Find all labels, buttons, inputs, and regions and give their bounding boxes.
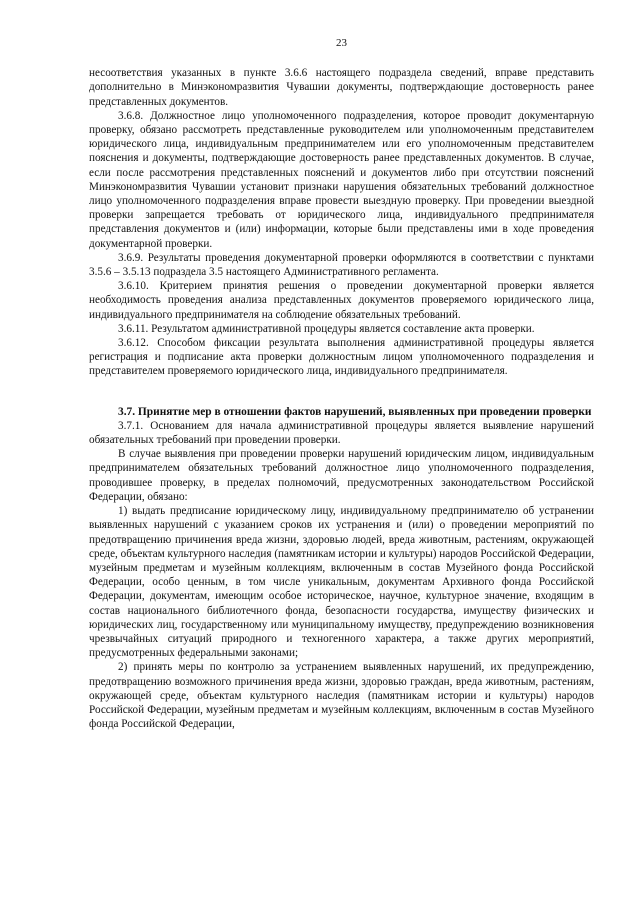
page-number: 23 [336,37,347,49]
paragraph-3-6-9: 3.6.9. Результаты проведения документарной проверки оформляются в соответствии с пунктами 3.5.6 – 3.5.13 подраздела 3.5 настоящего Административного регламента. [89,251,594,279]
paragraph-3-6-12: 3.6.12. Способом фиксации результата выполнения административной процедуры является регистрация и подписание акта проверки должностным лицом уполномоченного подразделения и представителем проверяемого юридического лица, индивидуального предпринимателя. [89,337,594,378]
section-heading-3-7: 3.7. Принятие мер в отношении фактов нарушений, выявленных при проведении проверки [118,405,592,418]
paragraph-3-6-11: 3.6.11. Результатом административной процедуры является составление акта проверки. [118,322,535,335]
paragraph-3-6-8: 3.6.8. Должностное лицо уполномоченного подразделения, которое проводит документарную проверку, обязано рассмотреть представленные руководителем или уполномоченным представителем юридического лица, индивидуальным предпринимателем или его уполномоченным представителем пояснения и документы, подтверждающие достоверность ранее представленных документов. В случае, если после рассмотрения представленных пояснений и документов либо при отсутствии пояснений Минэкономразвития Чувашии установит признаки нарушения обязательных требований должностное лицо уполномоченного подразделения вправе провести выездную проверку. При проведении выездной проверки запрещается требовать от юридического лица, индивидуального предпринимателя представления документов и (или) информации, которые были представлены ими в ходе проведения документарной проверки. [89,109,594,250]
section-spacer [89,379,594,405]
paragraph-3-6-10: 3.6.10. Критерием принятия решения о проведении документарной проверки является необходимость проведения анализа представленных документов проверяемого юридического лица, индивидуального предпринимателя на соблюдение обязательных требований. [89,280,594,321]
paragraph-violations-intro: В случае выявления при проведении проверки нарушений юридическим лицом, индивидуальным предпринимателем обязательных требований должностное лицо уполномоченного подразделения, проводившее проверку, в пределах полномочий, предусмотренных законодательством Российской Федерации, обязано: [89,448,594,503]
list-item-1: 1) выдать предписание юридическому лицу, индивидуальному предпринимателю об устранении выявленных нарушений с указанием сроков их устранения и (или) о проведении мероприятий по предотвращению причинения вреда жизни, здоровью людей, вреда животным, растениям, окружающей среде, объектам культурного наследия (памятникам истории и культуры) народов Российской Федерации, музейным предметам и музейным коллекциям, включенным в состав Музейного фонда Российской Федерации, особо ценным, в том числе уникальным, документам Архивного фонда Российской Федерации, документам, имеющим особое историческое, научное, культурное значение, входящим в состав национального библиотечного фонда, безопасности государства, имуществу физических и юридических лиц, государственному или муниципальному имуществу, предупреждению возникновения чрезвычайных ситуаций природного и техногенного характера, а также других мероприятий, предусмотренных федеральными законами; [89,505,594,660]
list-item-2: 2) принять меры по контролю за устранением выявленных нарушений, их предупреждению, предотвращению возможного причинения вреда жизни, здоровью граждан, вреда животным, растениям, окружающей среде, объектам культурного наследия (памятникам истории и культуры) народов Российской Федерации, музейным предметам и музейным коллекциям, включенным в состав Музейного фонда Российской Федерации, [89,661,594,731]
lead-paragraph: несоответствия указанных в пункте 3.6.6 настоящего подраздела сведений, вправе представить дополнительно в Минэкономразвития Чувашии документы, подтверждающие достоверность ранее представленных документов. [89,67,594,108]
paragraph-3-7-1: 3.7.1. Основанием для начала административной процедуры является выявление нарушений обязательных требований при проведении проверки. [89,419,594,447]
